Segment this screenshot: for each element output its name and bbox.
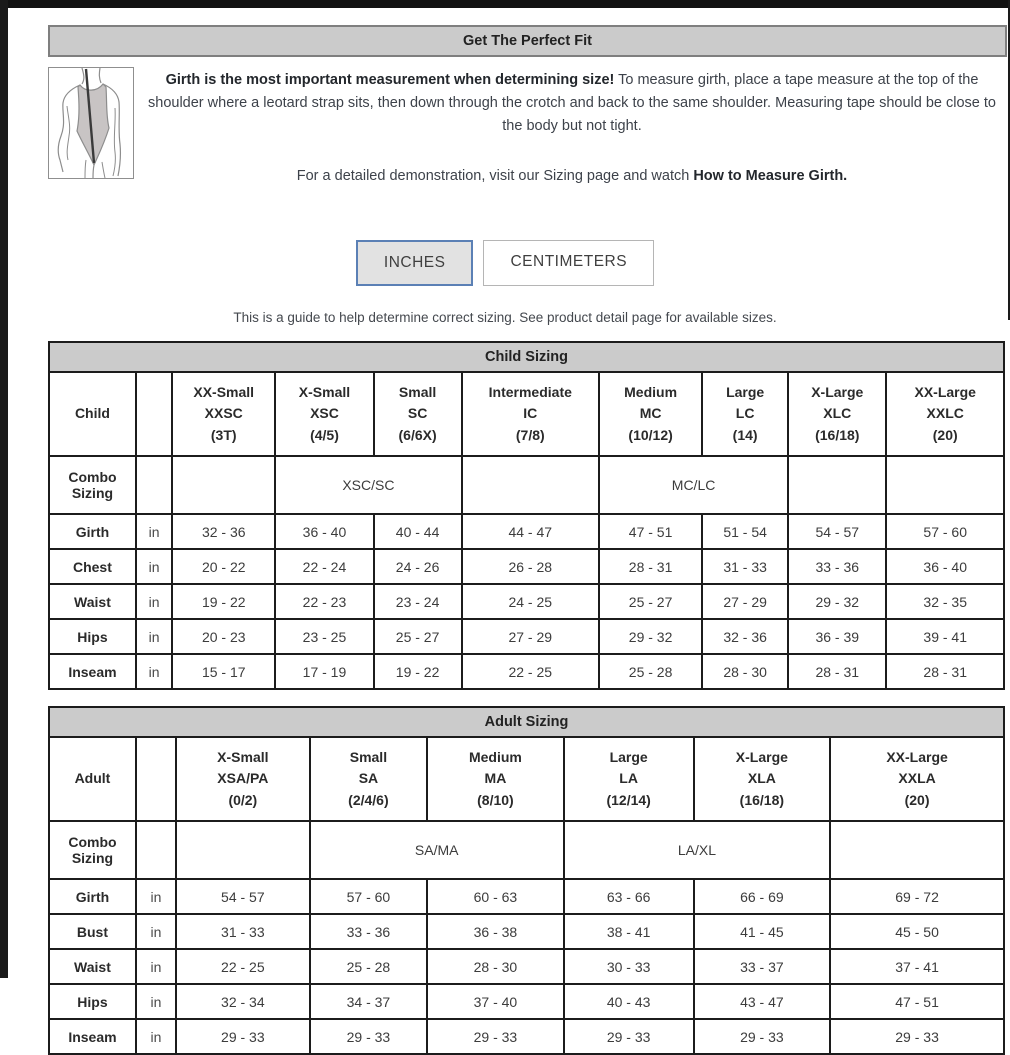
measurement-unit-cell: in bbox=[136, 549, 172, 584]
measurement-row bbox=[49, 984, 1004, 1019]
combo-value-cell bbox=[172, 456, 275, 514]
measurement-row bbox=[49, 914, 1004, 949]
measurement-row bbox=[49, 619, 1004, 654]
size-header-cell: Large LC (14) bbox=[702, 372, 788, 456]
combo-value-cell bbox=[830, 821, 1004, 879]
combo-label-cell: Combo Sizing bbox=[49, 456, 136, 514]
measurement-value-cell: 44 - 47 bbox=[462, 514, 600, 549]
measurement-row bbox=[49, 949, 1004, 984]
measurement-label-cell: Inseam bbox=[49, 654, 136, 689]
combo-value-cell: XSC/SC bbox=[275, 456, 461, 514]
measurement-value-cell: 32 - 35 bbox=[886, 584, 1004, 619]
measurement-value-cell: 37 - 41 bbox=[830, 949, 1004, 984]
measurement-value-cell: 32 - 34 bbox=[176, 984, 310, 1019]
size-header-cell: Medium MA (8/10) bbox=[427, 737, 564, 821]
measurement-value-cell: 40 - 43 bbox=[564, 984, 694, 1019]
group-label-cell: Child bbox=[49, 372, 136, 456]
size-header-cell: X-Large XLA (16/18) bbox=[694, 737, 831, 821]
measurement-value-cell: 25 - 27 bbox=[599, 584, 702, 619]
measurement-value-cell: 41 - 45 bbox=[694, 914, 831, 949]
measurement-value-cell: 22 - 25 bbox=[462, 654, 600, 689]
combo-label-cell: Combo Sizing bbox=[49, 821, 136, 879]
demo-line bbox=[146, 165, 998, 188]
measurement-value-cell: 22 - 23 bbox=[275, 584, 373, 619]
measurement-value-cell: 28 - 31 bbox=[788, 654, 886, 689]
measurement-row bbox=[49, 879, 1004, 914]
table-caption-row bbox=[49, 707, 1004, 737]
centimeters-button[interactable]: CENTIMETERS bbox=[483, 240, 654, 286]
measurement-value-cell: 28 - 30 bbox=[427, 949, 564, 984]
size-header-cell: X-Large XLC (16/18) bbox=[788, 372, 886, 456]
leotard-measurement-diagram bbox=[48, 67, 134, 179]
combo-unit-cell bbox=[136, 821, 176, 879]
table-caption: Child Sizing bbox=[49, 342, 1004, 372]
unit-header-cell bbox=[136, 737, 176, 821]
measurement-value-cell: 28 - 30 bbox=[702, 654, 788, 689]
measurement-value-cell: 24 - 25 bbox=[462, 584, 600, 619]
demo-line-bold: How to Measure Girth. bbox=[693, 167, 848, 184]
size-header-cell: XX-Large XXLA (20) bbox=[830, 737, 1004, 821]
measurement-value-cell: 20 - 22 bbox=[172, 549, 275, 584]
measurement-label-cell: Chest bbox=[49, 549, 136, 584]
measurement-value-cell: 29 - 33 bbox=[427, 1019, 564, 1054]
measurement-value-cell: 54 - 57 bbox=[176, 879, 310, 914]
combo-sizing-row bbox=[49, 456, 1004, 514]
measurement-unit-cell: in bbox=[136, 879, 176, 914]
screenshot-frame-left bbox=[0, 0, 8, 978]
measurement-value-cell: 66 - 69 bbox=[694, 879, 831, 914]
size-header-cell: Large LA (12/14) bbox=[564, 737, 694, 821]
combo-value-cell: MC/LC bbox=[599, 456, 788, 514]
measurement-label-cell: Bust bbox=[49, 914, 136, 949]
measurement-unit-cell: in bbox=[136, 514, 172, 549]
measurement-value-cell: 39 - 41 bbox=[886, 619, 1004, 654]
measurement-value-cell: 31 - 33 bbox=[176, 914, 310, 949]
size-header-cell: X-Small XSC (4/5) bbox=[275, 372, 373, 456]
measurement-value-cell: 36 - 40 bbox=[886, 549, 1004, 584]
measurement-value-cell: 27 - 29 bbox=[702, 584, 788, 619]
size-header-row bbox=[49, 737, 1004, 821]
measurement-value-cell: 32 - 36 bbox=[172, 514, 275, 549]
measurement-value-cell: 31 - 33 bbox=[702, 549, 788, 584]
measurement-value-cell: 29 - 32 bbox=[599, 619, 702, 654]
measurement-value-cell: 25 - 27 bbox=[374, 619, 462, 654]
size-header-cell: Medium MC (10/12) bbox=[599, 372, 702, 456]
measurement-label-cell: Waist bbox=[49, 949, 136, 984]
measurement-value-cell: 60 - 63 bbox=[427, 879, 564, 914]
sizing-page bbox=[0, 8, 1010, 1055]
table-caption-row bbox=[49, 342, 1004, 372]
measurement-value-cell: 29 - 32 bbox=[788, 584, 886, 619]
measurement-row bbox=[49, 1019, 1004, 1054]
adult-sizing-table bbox=[48, 706, 1005, 1055]
sizing-guide-note: This is a guide to help determine correct sizing. See product detail page for available sizes. bbox=[233, 310, 777, 326]
measurement-row bbox=[49, 584, 1004, 619]
measurement-value-cell: 23 - 25 bbox=[275, 619, 373, 654]
measurement-value-cell: 57 - 60 bbox=[310, 879, 427, 914]
measurement-value-cell: 29 - 33 bbox=[310, 1019, 427, 1054]
measurement-label-cell: Hips bbox=[49, 619, 136, 654]
measurement-unit-cell: in bbox=[136, 949, 176, 984]
combo-unit-cell bbox=[136, 456, 172, 514]
measurement-label-cell: Girth bbox=[49, 879, 136, 914]
size-header-cell: Small SA (2/4/6) bbox=[310, 737, 427, 821]
measurement-value-cell: 29 - 33 bbox=[694, 1019, 831, 1054]
measurement-unit-cell: in bbox=[136, 619, 172, 654]
measurement-value-cell: 33 - 37 bbox=[694, 949, 831, 984]
measurement-row bbox=[49, 549, 1004, 584]
combo-sizing-row bbox=[49, 821, 1004, 879]
inches-button[interactable]: INCHES bbox=[356, 240, 474, 286]
size-header-cell: Intermediate IC (7/8) bbox=[462, 372, 600, 456]
unit-header-cell bbox=[136, 372, 172, 456]
measurement-value-cell: 19 - 22 bbox=[374, 654, 462, 689]
measurement-value-cell: 27 - 29 bbox=[462, 619, 600, 654]
measurement-value-cell: 69 - 72 bbox=[830, 879, 1004, 914]
measurement-value-cell: 36 - 38 bbox=[427, 914, 564, 949]
unit-toggle bbox=[0, 240, 1010, 286]
measurement-value-cell: 38 - 41 bbox=[564, 914, 694, 949]
measurement-label-cell: Waist bbox=[49, 584, 136, 619]
measurement-value-cell: 33 - 36 bbox=[310, 914, 427, 949]
combo-value-cell bbox=[176, 821, 310, 879]
measurement-value-cell: 36 - 40 bbox=[275, 514, 373, 549]
measurement-value-cell: 29 - 33 bbox=[564, 1019, 694, 1054]
combo-value-cell: LA/XL bbox=[564, 821, 830, 879]
size-header-row bbox=[49, 372, 1004, 456]
measurement-value-cell: 37 - 40 bbox=[427, 984, 564, 1019]
measurement-row bbox=[49, 654, 1004, 689]
measurement-value-cell: 63 - 66 bbox=[564, 879, 694, 914]
measurement-unit-cell: in bbox=[136, 914, 176, 949]
combo-value-cell bbox=[462, 456, 600, 514]
child-sizing-table bbox=[48, 341, 1005, 690]
size-header-cell: X-Small XSA/PA (0/2) bbox=[176, 737, 310, 821]
measurement-value-cell: 23 - 24 bbox=[374, 584, 462, 619]
measurement-value-cell: 34 - 37 bbox=[310, 984, 427, 1019]
measurement-value-cell: 32 - 36 bbox=[702, 619, 788, 654]
measurement-label-cell: Girth bbox=[49, 514, 136, 549]
group-label-cell: Adult bbox=[49, 737, 136, 821]
page-title: Get The Perfect Fit bbox=[48, 25, 1007, 57]
measurement-value-cell: 22 - 24 bbox=[275, 549, 373, 584]
measurement-value-cell: 26 - 28 bbox=[462, 549, 600, 584]
measurement-row bbox=[49, 514, 1004, 549]
combo-value-cell bbox=[788, 456, 886, 514]
measurement-value-cell: 40 - 44 bbox=[374, 514, 462, 549]
size-header-cell: XX-Small XXSC (3T) bbox=[172, 372, 275, 456]
measurement-unit-cell: in bbox=[136, 984, 176, 1019]
measurement-value-cell: 28 - 31 bbox=[886, 654, 1004, 689]
measurement-unit-cell: in bbox=[136, 654, 172, 689]
measurement-value-cell: 51 - 54 bbox=[702, 514, 788, 549]
girth-instructions bbox=[134, 67, 1006, 202]
measurement-value-cell: 33 - 36 bbox=[788, 549, 886, 584]
leotard-figure-icon bbox=[49, 68, 133, 178]
measurement-value-cell: 25 - 28 bbox=[310, 949, 427, 984]
measurement-value-cell: 54 - 57 bbox=[788, 514, 886, 549]
measurement-value-cell: 57 - 60 bbox=[886, 514, 1004, 549]
size-header-cell: Small SC (6/6X) bbox=[374, 372, 462, 456]
measurement-value-cell: 45 - 50 bbox=[830, 914, 1004, 949]
size-header-cell: XX-Large XXLC (20) bbox=[886, 372, 1004, 456]
table-caption: Adult Sizing bbox=[49, 707, 1004, 737]
measurement-value-cell: 30 - 33 bbox=[564, 949, 694, 984]
measurement-value-cell: 29 - 33 bbox=[176, 1019, 310, 1054]
measurement-value-cell: 29 - 33 bbox=[830, 1019, 1004, 1054]
demo-line-prefix: For a detailed demonstration, visit our Sizing page and watch bbox=[296, 167, 694, 184]
measurement-value-cell: 19 - 22 bbox=[172, 584, 275, 619]
measurement-value-cell: 17 - 19 bbox=[275, 654, 373, 689]
girth-intro-section bbox=[48, 67, 1006, 202]
measurement-value-cell: 43 - 47 bbox=[694, 984, 831, 1019]
measurement-value-cell: 28 - 31 bbox=[599, 549, 702, 584]
measurement-label-cell: Inseam bbox=[49, 1019, 136, 1054]
measurement-value-cell: 22 - 25 bbox=[176, 949, 310, 984]
measurement-value-cell: 24 - 26 bbox=[374, 549, 462, 584]
measurement-unit-cell: in bbox=[136, 1019, 176, 1054]
screenshot-frame-top bbox=[0, 0, 1010, 8]
measurement-value-cell: 47 - 51 bbox=[830, 984, 1004, 1019]
girth-instructions-bold: Girth is the most important measurement when determining size! bbox=[165, 72, 615, 88]
measurement-value-cell: 20 - 23 bbox=[172, 619, 275, 654]
measurement-unit-cell: in bbox=[136, 584, 172, 619]
measurement-value-cell: 47 - 51 bbox=[599, 514, 702, 549]
combo-value-cell: SA/MA bbox=[310, 821, 564, 879]
measurement-value-cell: 25 - 28 bbox=[599, 654, 702, 689]
combo-value-cell bbox=[886, 456, 1004, 514]
measurement-value-cell: 36 - 39 bbox=[788, 619, 886, 654]
measurement-label-cell: Hips bbox=[49, 984, 136, 1019]
measurement-value-cell: 15 - 17 bbox=[172, 654, 275, 689]
girth-instructions-rest: To measure girth, place a tape measure at the top of the shoulder where a leotard strap sits, then down through the crotch and back to the same shoulder. Measuring tape should be close to the body but not tight. bbox=[148, 72, 996, 135]
